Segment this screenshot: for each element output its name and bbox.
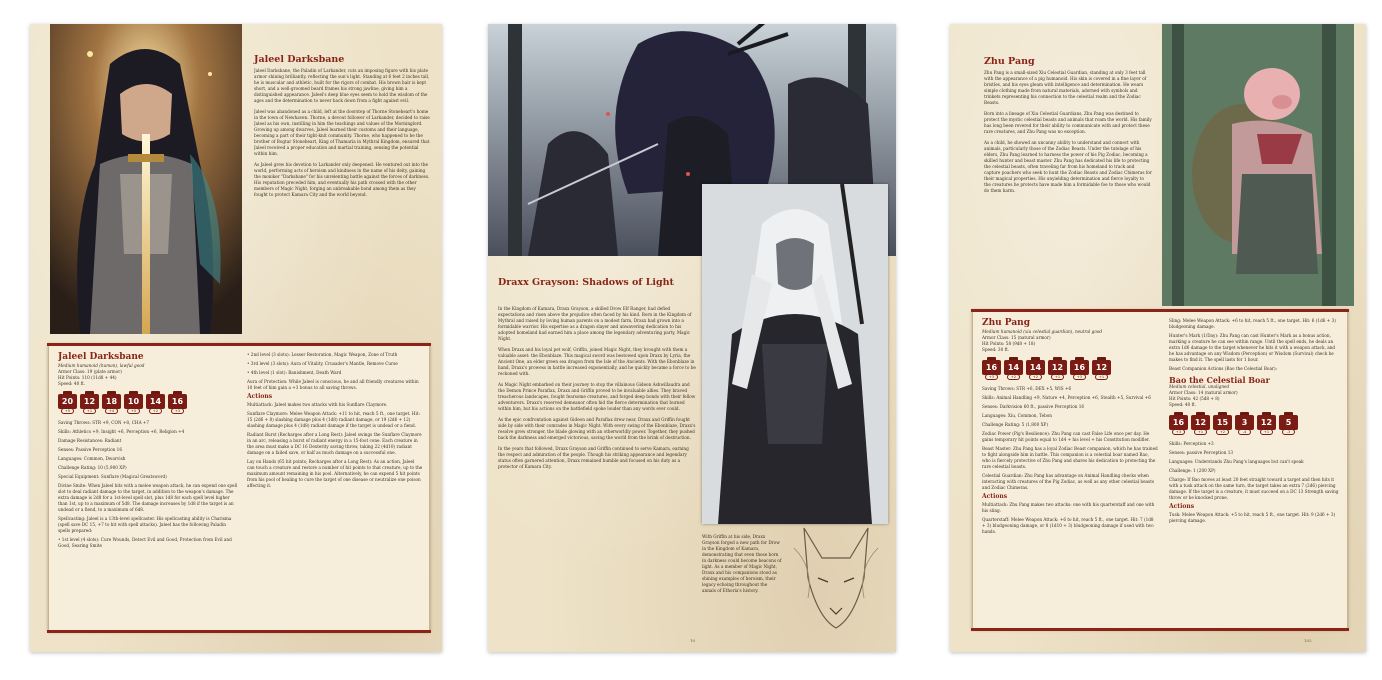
statblock-column-left — [58, 352, 238, 630]
companion-ability-scores — [1169, 412, 1341, 436]
stat-line: Skills: Animal Handling +9, Nature +4, Perception +6, Stealth +5, Survival +6 — [982, 395, 1151, 400]
ability-score: 15 +2 — [1213, 412, 1232, 436]
paragraph: Born into a lineage of Xiu Celestial Guardians, Zhu Pang was destined to protect the mystic celestial beasts and animals that roam the world. His family has long been revered for their ability to communicate with and protect these rare creatures, and Zhu Pang was no exception. — [984, 111, 1152, 134]
companion-stat-line: Charge: If Bao moves at least 20 feet straight toward a target and then hits it with a tusk attack on the same turn, the target takes an extra 7 (2d6) piercing damage. If the target is a creature, it must succeed on a DC 13 Strength saving throw or be knocked prone. — [1169, 477, 1339, 500]
stat-line: Aura of Protection: While Jaleel is conscious, he and all friendly creatures within 10 feet of him gain a +3 bonus to all saving throws. — [247, 379, 419, 390]
draxx-portrait-illustration — [702, 184, 888, 524]
action-line: Multiattack: Jaleel makes two attacks with his Sunflare Claymore. — [247, 402, 388, 407]
stat-line: Challenge Rating: 5 (1,800 XP) — [982, 422, 1049, 427]
stat-line: Challenge Rating: 10 (5,900 XP) — [58, 465, 127, 470]
actions-heading: Actions — [247, 393, 273, 400]
ability-score: 12 +1 — [1191, 412, 1210, 436]
paragraph: When Draxx and his loyal pet wolf, Griffin, joined Magic Night, they brought with them a valuable asset: the Ebonblaze. This magical sword was bestowed upon Draxx by Lyria, the Ancient One, an elder green sea dragon from the Isle of the Ancients. With the Ebonblaze in hand, Draxx's prowess in battle increased exponentially, and he quickly became a force to be reckoned with. — [498, 347, 696, 376]
speed: Speed: 40 ft. — [58, 381, 86, 386]
zhu-pang-statblock — [972, 310, 1348, 630]
ability-score: 14 +2 — [1026, 357, 1045, 381]
paragraph: In the years that followed, Draxx Grayson and Griffin continued to serve Kamara, earning the respect and admiration of the people. Though his striking appearance and legendary status often garnered attention, Draxx remained humble and focused on his duty as a protector of Kamara City. — [498, 446, 689, 469]
companion-armor-class: Armor Class: 14 (natural armor) — [1169, 390, 1238, 395]
ability-score: 5 -3 — [1279, 412, 1298, 436]
stat-line: Skills: Athletics +9, Insight +6, Perception +6, Religion +4 — [58, 429, 185, 434]
stat-line: Saving Throws: STR +6, DEX +5, WIS +6 — [982, 386, 1072, 391]
paragraph: As a child, he showed an uncanny ability to understand and connect with animals, particularly those of the Zodiac Beasts. Under the tutelage of his elders, Zhu Pang learned to harness the power of his Pig Zodiac, becoming a skilled hunter and beast master. Zhu Pang has dedicated his life to protecting the celestial beasts, often traveling far from his homeland to track and capture poachers who seek to hunt the Zodiac Beasts and Zodiac Chimeras for their magical properties. His unyielding determination and fierce loyalty to the creatures he protects have made him a formidable foe to those who would do them harm. — [984, 140, 1152, 193]
statblock-column-right — [247, 352, 423, 630]
page-title: Draxx Grayson: Shadows of Light — [498, 277, 674, 288]
ability-score: 12 +1 — [80, 391, 99, 415]
companion-stat-line: Skills: Perception +3 — [1169, 441, 1214, 446]
ability-score: 16 +3 — [1169, 412, 1188, 436]
zhu-pang-portrait-illustration — [1162, 24, 1354, 306]
stat-line: • 2nd level (3 slots): Lesser Restoration, Magic Weapon, Zone of Truth — [247, 352, 398, 357]
stat-line: • 1st level (4 slots): Cure Wounds, Detect Evil and Good, Protection from Evil and Good, Searing Smite — [58, 537, 232, 548]
ability-score: 12 +1 — [1257, 412, 1276, 436]
companion-speed: Speed: 40 ft. — [1169, 402, 1197, 407]
ability-score: 18 +4 — [102, 391, 121, 415]
actions-heading: Actions — [982, 493, 1008, 500]
statblock-title: Zhu Pang — [982, 318, 1030, 328]
stat-line: Languages: Common, Dwarvish — [58, 456, 126, 461]
stat-line: Languages: Xiu, Common, Tebon — [982, 413, 1052, 418]
stat-line: Spellcasting: Jaleel is a 13th-level spellcaster. His spellcasting ability is Charisma (spell save DC 15, +7 to hit with spell attacks). Jaleel has the following Paladin spells prepared: — [58, 516, 232, 533]
paragraph: In the Kingdom of Kamara, Draxx Grayson, a skilled Drow Elf Ranger, had defied expectations and risen above the prejudice often faced by his kind. Born in the Kingdom of Mythral and raised by loving human parents on a modest farm, Draxx had grown into a formidable warrior. His expertise as a dragon slayer and unwavering dedication to his adopted homeland had earned him a place among the legendary adventuring party, Magic Night. — [498, 306, 692, 341]
action-line: Multiattack: Zhu Pang makes two attacks: one with his quarterstaff and one with his sling. — [982, 502, 1155, 513]
ability-score: 12 +1 — [1092, 357, 1111, 381]
companion-stat-line: Senses: passive Perception 13 — [1169, 450, 1234, 455]
action-line: Quarterstaff: Melee Weapon Attack: +6 to hit, reach 5 ft., one target. Hit: 7 (1d8 + 3) bludgeoning damage, or 8 (1d10 + 3) bludgeoning damage if used with two hands. — [982, 517, 1154, 534]
page-title: Jaleel Darksbane — [254, 54, 345, 65]
stat-line: Senses: Darkvision 60 ft., passive Perception 16 — [982, 404, 1085, 409]
stat-line: Beast Companion Actions (Bao the Celestial Boar): — [1169, 366, 1277, 371]
page-zhu-pang — [950, 24, 1366, 652]
stat-line: Hunter's Mark (1/Day): Zhu Pang can cast Hunter's Mark as a bonus action, marking a creature he can see within range. Until the spell ends, he deals an extra 1d6 damage to the target whenever he hits it with a weapon attack, and he has advantage on any Wisdom (Perception) or Wisdom (Survival) check he makes to find it. The spell lasts for 1 hour. — [1169, 333, 1336, 362]
paragraph: As Jaleel grew his devotion to Larkander only deepened. He ventured out into the world, performing acts of heroism and kindness in the name of his deity, gaining the moniker "Darksbane" for his unrelenting battle against the forces of darkness. His reputation preceded him, and eventually his path crossed with the other members of Magic Night, forging an unbreakable bond among them as they fought to protect Kamara City and the world beyond. — [254, 162, 430, 197]
stat-line: Damage Resistances: Radiant — [58, 438, 122, 443]
armor-class: Armor Class: 15 (natural armor) — [982, 335, 1051, 340]
statblock-column-right — [1169, 318, 1341, 628]
draxx-story — [498, 306, 696, 640]
page-number: 10 — [690, 638, 696, 643]
stat-line: Beast Master: Zhu Pang has a loyal Zodiac Beast companion, which he has trained to fight alongside him in battle. This companion is a celestial boar named Bao, who is fiercely protective of Zhu Pang and shares his dedication to protecting the rare celestial beasts. — [982, 446, 1158, 469]
armor-class: Armor Class: 19 (plate armor) — [58, 369, 122, 374]
statblock-title: Jaleel Darksbane — [58, 352, 144, 362]
action-line: Radiant Burst (Recharges after a Long Rest): Jaleel swings the Sunflare Claymore in an arc, releasing a burst of radiant energy in a 15-foot cone. Each creature in the area must make a DC 16 Dexterity saving throw, taking 22 (4d10) radiant damage on a failed save, or half as much damage on a successful one. — [247, 432, 422, 455]
action-line: Sunflare Claymore: Melee Weapon Attack: +11 to hit, reach 5 ft., one target. Hit: 15 (2d6 + 8) slashing damage plus 4 (1d8) radiant damage, or 19 (2d6 + 12) slashing damage plus 4 (1d8) radiant damage if the target is undead or a fiend. — [247, 411, 420, 428]
page-jaleel-darksbane — [30, 24, 442, 652]
stat-line: • 3rd level (3 slots): Aura of Vitality, Crusader's Mantle, Remove Curse — [247, 361, 398, 366]
ability-scores — [58, 391, 238, 415]
companion-stat-line: Challenge: 1 (200 XP) — [1169, 468, 1216, 473]
jaleel-backstory — [254, 68, 430, 338]
hit-points: Hit Points: 110 (11d8 + 44) — [58, 375, 117, 380]
ability-score: 16 +3 — [168, 391, 187, 415]
statblock-column-left — [982, 318, 1158, 628]
stat-line: Celestial Guardian: Zhu Pang has advantage on Animal Handling checks when interacting with creatures of the Pig Zodiac, as well as any other celestial beasts and Zodiac Chimeras. — [982, 473, 1155, 490]
stat-line: Special Equipment: Sunflare (Magical Greatsword) — [58, 474, 167, 479]
zhu-pang-backstory — [984, 70, 1152, 310]
jaleel-statblock — [48, 344, 430, 632]
page-draxx-grayson — [488, 24, 896, 652]
page-number: 102 — [1304, 638, 1312, 643]
stat-line: Saving Throws: STR +9, CON +8, CHA +7 — [58, 420, 150, 425]
companion-hit-points: Hit Points: 42 (5d8 + 8) — [1169, 396, 1220, 401]
ability-scores — [982, 357, 1158, 381]
ability-score: 10 +0 — [124, 391, 143, 415]
companion-title: Bao the Celestial Boar — [1169, 375, 1270, 385]
paragraph: Jaleel was abandoned as a child, left at the doorstep of Thorne Stoneheart's home in the town of Newhaven. Thorne, a devout follower of Larkander, decided to raise Jaleel as his own, instilling in him the teachings and values of the Morninglord. Growing up among dwarves, Jaleel learned their customs and their language, becoming a part of their tight-knit community. Thorne, who happened to be the brother of Bogtar Stoneheart, King of Thamaria in Mythral Kingdom, ensured that Jaleel received a proper education and martial training, sensing the potential within him. — [254, 109, 430, 156]
ability-score: 3 -4 — [1235, 412, 1254, 436]
companion-type: Medium celestial, unaligned — [1169, 384, 1230, 389]
wolf-sketch-illustration — [784, 508, 888, 638]
stat-line: Divine Smite: When Jaleel hits with a melee weapon attack, he can expend one spell slot to deal radiant damage to the target, in addition to the weapon's damage. The extra damage is 2d8 for a 1st-level spell slot, plus 1d8 for each spell level higher than 1st, up to a maximum of 5d8. The damage increases by 1d8 if the target is an undead or a fiend, to a maximum of 6d8. — [58, 483, 238, 512]
action-line: Lay on Hands (65 hit points; Recharges after a Long Rest): As an action, Jaleel can touch a creature and restore a number of hit points to that creature, up to the maximum amount remaining in his pool. Alternatively, he can expend 5 hit points from his pool of healing to cure the target of one disease or neutralize one poison affecting it. — [247, 459, 423, 488]
companion-stat-line: Languages: Understands Zhu Pang's languages but can't speak — [1169, 459, 1304, 464]
speed: Speed: 30 ft. — [982, 347, 1010, 352]
companion-actions-heading: Actions — [1169, 503, 1195, 510]
page-title: Zhu Pang — [984, 56, 1035, 67]
hit-points: Hit Points: 58 (9d8 + 18) — [982, 341, 1036, 346]
ability-score: 14 +2 — [1004, 357, 1023, 381]
companion-action-line: Tusk: Melee Weapon Attack: +5 to hit, reach 5 ft., one target. Hit: 9 (2d6 + 3) piercing damage. — [1169, 512, 1336, 523]
creature-type: Medium humanoid (xiu celestial guardian), neutral good — [982, 329, 1103, 334]
paragraph: Zhu Pang is a small-sized Xiu Celestial Guardian, standing at only 3 feet tall with the appearance of a pig humanoid. His skin is covered in a fine layer of bristles, and his eyes gleam with intelligence and determination. He wears simple clothing made from natural materials, adorned with symbols and trinkets representing his connection to the celestial realm and the Zodiac Beasts. — [984, 70, 1147, 105]
stat-line: Senses: Passive Perception 16 — [58, 447, 123, 452]
paragraph: As the epic confrontation against Gideon and Paraflax drew near, Draxx and Griffin fought side by side with their comrades in Magic Night. With every swing of the Ebonblaze, Draxx's resolve grew stronger, the blade glowing with an otherworldly power. Together, they pushed back the darkness and emerged victorious, saving the world from the brink of destruction. — [498, 417, 696, 440]
creature-type: Medium humanoid (human), lawful good — [58, 363, 145, 368]
stat-line: • 4th level (1 slot): Banishment, Death Ward — [247, 370, 342, 375]
stat-line: Sling: Melee Weapon Attack: +6 to hit, reach 5 ft., one target. Hit: 6 (1d6 + 3) bludgeoning damage. — [1169, 318, 1336, 329]
ability-score: 14 +2 — [146, 391, 165, 415]
jaleel-portrait-illustration — [50, 24, 242, 334]
draxx-closing-paragraph: With Griffin at his side, Draxx Grayson forged a new path for Drow in the Kingdom of Kamara, demonstrating that even those born in darkness could become beacons of light. As a member of Magic Night, Draxx and his companions stood as shining examples of heroism, their legacy echoing throughout the annals of Ethoria's history. — [702, 534, 782, 593]
paragraph: As Magic Night embarked on their journey to stop the villainous Gideon Ashwillaudra and the Demon Prince Paraflax, Draxx and Griffin proved to be invaluable allies. They braved treacherous landscapes, fought fearsome creatures, and forged deep bonds with their fellow adventurers. Draxx's reserved demeanor often hid the fierce determination that burned within him, but his actions on the battlefield spoke louder than any words ever could. — [498, 382, 696, 411]
stat-line: Zodiac Power (Pig's Resilience): Zhu Pang can cast False Life once per day. He gains temporary hit points equal to 1d4 + his level + his Constitution modifier. — [982, 431, 1150, 442]
ability-score: 12 +1 — [1048, 357, 1067, 381]
ability-score: 20 +5 — [58, 391, 77, 415]
ability-score: 16 +3 — [982, 357, 1001, 381]
ability-score: 16 +3 — [1070, 357, 1089, 381]
paragraph: Jaleel Darksbane, the Paladin of Larkander, cuts an imposing figure with his plate armor shining brilliantly, reflecting the sun's light. Standing at 6 feet 2 inches tall, he is muscular and athletic, built for the rigors of combat. His brown hair is kept short, and a well-groomed beard frames his strong jawline, giving him a distinguished appearance. Jaleel's deep blue eyes seem to hold the wisdom of the ages and the determination to never back down from a fight against evil. — [254, 68, 430, 103]
